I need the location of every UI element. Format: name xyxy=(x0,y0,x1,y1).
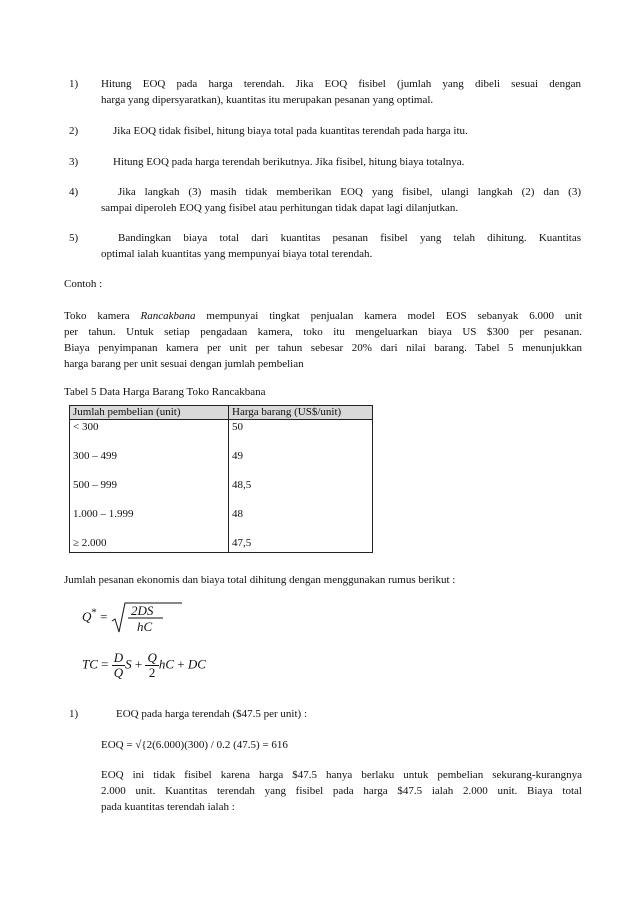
fraction-denominator: 2 xyxy=(148,665,156,680)
formula-dc: DC xyxy=(187,656,206,672)
calc-paragraph-line-2: 2.000 unit. Kuantitas terendah yang fisibel pada harga $47.5 ialah 2.000 unit. Biaya total xyxy=(101,785,582,797)
fraction-numerator: Q xyxy=(147,650,157,665)
example-line-1 xyxy=(64,308,582,324)
example-line-1-start: Toko kamera xyxy=(64,310,141,322)
step-2-number: 2) xyxy=(69,125,79,137)
price-cell: 49 xyxy=(229,449,373,478)
table-row xyxy=(70,449,373,478)
step-4-line-2: sampai diperoleh EOQ yang fisibel atau perhitungan tidak dapat lagi dilanjutkan. xyxy=(101,202,459,214)
price-cell: 50 xyxy=(229,420,373,450)
fraction-d-over-q xyxy=(112,651,125,680)
eoq-formula xyxy=(82,601,183,635)
step-3-number: 3) xyxy=(69,156,79,168)
step-2-line-1: Jika EOQ tidak fisibel, hitung biaya total pada kuantitas terendah pada harga itu. xyxy=(113,125,468,137)
eoq-calculation: EOQ = √{2(6.000)(300) / 0.2 (47.5) = 616 xyxy=(101,739,288,751)
step-1-number: 1) xyxy=(69,78,79,90)
calc-number: 1) xyxy=(69,708,79,720)
calc-paragraph-line-1: EOQ ini tidak fisibel karena harga $47.5 hanya berlaku untuk pembelian sekurang-kurangnya xyxy=(101,769,582,781)
fraction-denominator: Q xyxy=(113,665,124,680)
table-header-row xyxy=(70,406,373,420)
column-header-price: Harga barang (US$/unit) xyxy=(229,406,373,420)
contoh-label: Contoh : xyxy=(64,278,103,290)
example-line-1-end: mempunyai tingkat penjualan kamera model EOS sebanyak 6.000 unit xyxy=(195,310,582,322)
step-5-number: 5) xyxy=(69,232,79,244)
formula-tc: TC xyxy=(82,656,98,672)
store-name: Rancakbana xyxy=(140,310,196,322)
quantity-cell: 300 – 499 xyxy=(70,449,229,478)
column-header-quantity: Jumlah pembelian (unit) xyxy=(70,406,229,420)
formula-denominator: hC xyxy=(136,619,152,634)
total-cost-formula xyxy=(82,651,206,680)
formula-plus: + xyxy=(177,656,185,672)
step-4-line-1: Jika langkah (3) masih tidak memberikan EOQ yang fisibel, ulangi langkah (2) dan (3) xyxy=(118,186,581,198)
quantity-cell: 1.000 – 1.999 xyxy=(70,507,229,536)
table-row xyxy=(70,478,373,507)
formula-plus: + xyxy=(134,656,143,672)
price-cell: 48 xyxy=(229,507,373,536)
price-cell: 48,5 xyxy=(229,478,373,507)
example-line-4: harga barang per unit sesuai dengan jumlah pembelian xyxy=(64,358,304,370)
formula-hc: hC xyxy=(158,656,175,672)
square-root-icon xyxy=(111,601,183,635)
formula-intro: Jumlah pesanan ekonomis dan biaya total dihitung dengan menggunakan rumus berikut : xyxy=(64,574,456,586)
formula-equals: = xyxy=(100,608,108,624)
fraction-q-over-2 xyxy=(145,651,158,680)
price-cell: 47,5 xyxy=(229,536,373,553)
quantity-cell: 500 – 999 xyxy=(70,478,229,507)
step-5-line-1: Bandingkan biaya total dari kuantitas pesanan fisibel yang telah dihitung. Kuantitas xyxy=(118,232,581,244)
step-5-line-2: optimal ialah kuantitas yang mempunyai biaya total terendah. xyxy=(101,248,373,260)
step-3-line-1: Hitung EOQ pada harga terendah berikutnya. Jika fisibel, hitung biaya totalnya. xyxy=(113,156,465,168)
formula-s: S xyxy=(125,656,132,672)
calc-paragraph-line-3: pada kuantitas terendah ialah : xyxy=(101,801,235,813)
table-row xyxy=(70,420,373,450)
table-row xyxy=(70,536,373,553)
step-1-line-1: Hitung EOQ pada harga terendah. Jika EOQ fisibel (jumlah yang dibeli sesuai dengan xyxy=(101,78,581,90)
quantity-cell: < 300 xyxy=(70,420,229,450)
example-line-2: per tahun. Untuk setiap pengadaan kamera, toko itu mengeluarkan biaya US $300 per pesanan. xyxy=(64,326,582,338)
formula-numerator: 2DS xyxy=(130,603,154,618)
fraction-numerator: D xyxy=(113,650,124,665)
quantity-cell: ≥ 2.000 xyxy=(70,536,229,553)
step-4-number: 4) xyxy=(69,186,79,198)
table-caption: Tabel 5 Data Harga Barang Toko Rancakbana xyxy=(64,386,266,398)
formula-q: Q xyxy=(82,608,92,624)
calc-heading: EOQ pada harga terendah ($47.5 per unit) : xyxy=(116,708,308,720)
step-1-line-2: harga yang dipersyaratkan), kuantitas itu merupakan pesanan yang optimal. xyxy=(101,94,434,106)
formula-q-star: * xyxy=(91,606,97,619)
table-row xyxy=(70,507,373,536)
price-table xyxy=(69,405,373,553)
example-line-3: Biaya penyimpanan kamera per unit per tahun sebesar 20% dari nilai barang. Tabel 5 menunjukkan xyxy=(64,342,582,354)
formula-equals: = xyxy=(101,656,109,672)
